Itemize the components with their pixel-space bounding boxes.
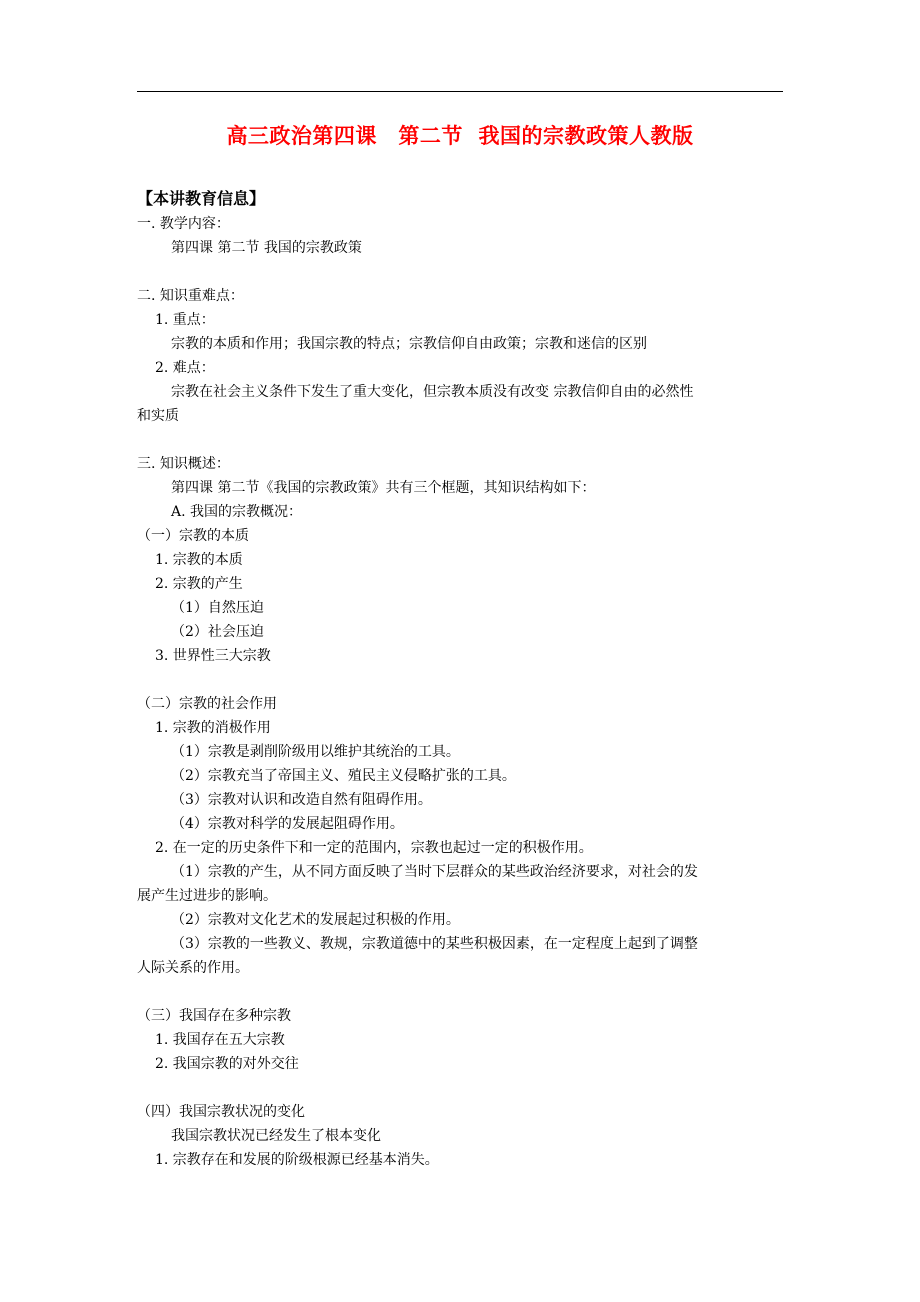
info-heading: 【本讲教育信息】 bbox=[137, 189, 266, 208]
paragraph: 我国宗教状况已经发生了根本变化 bbox=[171, 1128, 381, 1144]
section-heading-overview: 三. 知识概述： bbox=[137, 456, 230, 472]
list-item: 2. 难点： bbox=[155, 360, 215, 376]
subsection-heading: （一）宗教的本质 bbox=[137, 528, 249, 544]
document-body bbox=[137, 212, 787, 1172]
paragraph: 第四课 第二节《我国的宗教政策》共有三个框题，其知识结构如下： bbox=[171, 480, 596, 496]
list-item: 1. 宗教存在和发展的阶级根源已经基本消失。 bbox=[155, 1152, 439, 1168]
list-item: （3）宗教的一些教义、教规，宗教道德中的某些积极因素，在一定程度上起到了调整 bbox=[171, 936, 698, 952]
list-item: 2. 在一定的历史条件下和一定的范围内，宗教也起过一定的积极作用。 bbox=[155, 840, 593, 856]
list-item: 2. 宗教的产生 bbox=[155, 576, 243, 592]
list-item: （1）自然压迫 bbox=[171, 600, 264, 616]
section-heading-keypoints: 二. 知识重难点： bbox=[137, 288, 244, 304]
paragraph: 和实质 bbox=[137, 408, 179, 424]
list-item: 3. 世界性三大宗教 bbox=[155, 648, 271, 664]
list-item: 1. 重点： bbox=[155, 312, 215, 328]
subsection-heading: （二）宗教的社会作用 bbox=[137, 696, 277, 712]
list-item: （1）宗教是剥削阶级用以维护其统治的工具。 bbox=[171, 744, 460, 760]
list-item: （3）宗教对认识和改造自然有阻碍作用。 bbox=[171, 792, 432, 808]
paragraph: 宗教在社会主义条件下发生了重大变化，但宗教本质没有改变 宗教信仰自由的必然性 bbox=[171, 384, 694, 400]
subsection-heading: A. 我国的宗教概况： bbox=[171, 504, 303, 520]
list-item: （2）宗教对文化艺术的发展起过积极的作用。 bbox=[171, 912, 460, 928]
paragraph: 第四课 第二节 我国的宗教政策 bbox=[171, 240, 362, 256]
list-item: （2）社会压迫 bbox=[171, 624, 264, 640]
list-item-continuation: 展产生过进步的影响。 bbox=[137, 888, 277, 904]
header-rule bbox=[137, 91, 783, 92]
list-item: 1. 宗教的本质 bbox=[155, 552, 243, 568]
subsection-heading: （四）我国宗教状况的变化 bbox=[137, 1104, 305, 1120]
document-title: 高三政治第四课 第二节 我国的宗教政策人教版 bbox=[226, 124, 694, 148]
list-item: 2. 我国宗教的对外交往 bbox=[155, 1056, 299, 1072]
list-item: （1）宗教的产生，从不同方面反映了当时下层群众的某些政治经济要求，对社会的发 bbox=[171, 864, 698, 880]
list-item: （2）宗教充当了帝国主义、殖民主义侵略扩张的工具。 bbox=[171, 768, 516, 784]
list-item: （4）宗教对科学的发展起阻碍作用。 bbox=[171, 816, 404, 832]
list-item: 1. 我国存在五大宗教 bbox=[155, 1032, 285, 1048]
list-item: 1. 宗教的消极作用 bbox=[155, 720, 271, 736]
subsection-heading: （三）我国存在多种宗教 bbox=[137, 1008, 291, 1024]
section-heading-content: 一. 教学内容： bbox=[137, 216, 230, 232]
paragraph: 宗教的本质和作用；我国宗教的特点；宗教信仰自由政策；宗教和迷信的区别 bbox=[171, 336, 647, 352]
list-item-continuation: 人际关系的作用。 bbox=[137, 960, 249, 976]
